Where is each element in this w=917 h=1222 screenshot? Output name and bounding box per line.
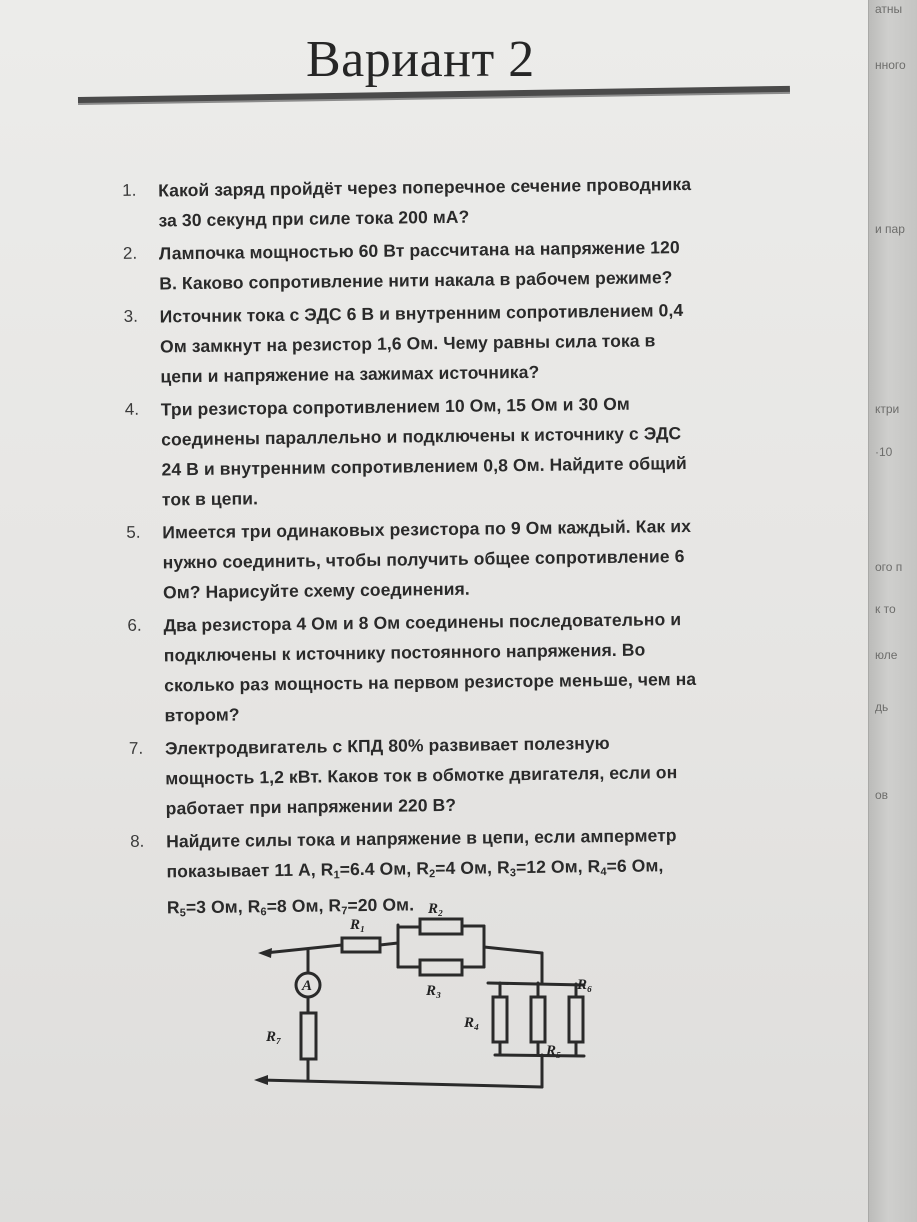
task-number: 6. xyxy=(127,615,142,635)
r2-label: R₂ xyxy=(428,901,444,917)
r4-label: R₄ xyxy=(464,1015,480,1031)
task-list xyxy=(114,167,823,931)
resistor-r6 xyxy=(569,997,583,1042)
resistor-r1 xyxy=(342,938,380,952)
ammeter-label: A xyxy=(302,978,313,994)
edge-fragment: дь xyxy=(875,700,889,714)
edge-fragment: нного xyxy=(875,58,906,72)
task-number: 4. xyxy=(124,399,140,419)
task-number: 8. xyxy=(130,831,145,851)
edge-fragment: атны xyxy=(875,2,903,16)
edge-fragment: ого п xyxy=(875,560,903,574)
task-text: Лампочка мощностью 60 Вт рассчитана на напряжение 120 В. Каково сопротивление нити накала в рабочем режиме? xyxy=(158,237,680,294)
bottom-wire xyxy=(260,1080,542,1087)
task-text: Три резистора сопротивлением 10 Ом, 15 Ом и 30 Ом соединены параллельно и подключены к источнику с ЭДС 24 В и внутренним сопротивлением 0,8 Ом. Найдите общий ток в цепи. xyxy=(160,393,687,510)
task-text: Два резистора 4 Ом и 8 Ом соединены последовательно и подключены к источнику постоянного напряжения. Во сколько раз мощность на первом резисторе меньше, чем на втором? xyxy=(163,609,697,726)
resistor-r7 xyxy=(301,1013,316,1059)
task8-line-3: $R_5=3$ Ом, $R_6=8$ Ом, $R_7=20$ Ом. xyxy=(166,894,415,920)
resistor-r4 xyxy=(493,997,507,1042)
task-item xyxy=(114,167,815,236)
underlying-page-edge xyxy=(868,0,917,1222)
task-item xyxy=(115,230,816,299)
task-item xyxy=(117,386,818,515)
page-title: Вариант 2 xyxy=(306,31,535,88)
task-number: 5. xyxy=(126,522,141,542)
edge-fragment: юле xyxy=(875,648,898,662)
task-number: 3. xyxy=(123,306,139,326)
task8-line-2: показывает 11 А, $R_1=6.4$ Ом, $R_2=4$ Ом, $R_3=12$ Ом, $R_4=6$ Ом, xyxy=(166,855,664,882)
resistor-r5 xyxy=(531,997,545,1042)
edge-fragment: и пар xyxy=(875,222,905,236)
resistor-r2 xyxy=(420,919,462,934)
resistor-r3 xyxy=(420,960,462,975)
task-item xyxy=(119,602,820,731)
task-number: 1. xyxy=(122,180,137,200)
task-number: 7. xyxy=(128,738,144,758)
edge-fragment: ·10 xyxy=(875,445,893,459)
r6-label: R₆ xyxy=(577,977,593,993)
top-wire-left xyxy=(265,945,342,953)
r5-label: R₅ xyxy=(546,1043,562,1059)
task-item xyxy=(118,509,819,608)
task8-line-1: Найдите силы тока и напряжение в цепи, если амперметр xyxy=(166,825,677,852)
task-item xyxy=(121,725,822,824)
r7-label: R₇ xyxy=(266,1029,282,1045)
task-item xyxy=(116,293,817,392)
edge-fragment: ов xyxy=(875,788,889,802)
task-text: Электродвигатель с КПД 80% развивает полезную мощность 1,2 кВт. Каков ток в обмотке двигателя, если он работает при напряжении 220 В? xyxy=(164,732,678,819)
edge-fragment: ктри xyxy=(875,402,900,416)
circuit-diagram xyxy=(250,895,620,1095)
edge-fragment: к то xyxy=(875,602,896,616)
task-number: 2. xyxy=(122,243,138,263)
task-text: Имеется три одинаковых резистора по 9 Ом каждый. Как их нужно соединить, чтобы получить общее сопротивление 6 Ом? Нарисуйте схему соединения. xyxy=(162,515,692,603)
r3-label: R₃ xyxy=(426,983,442,999)
task-text: Какой заряд пройдёт через поперечное сечение проводника за 30 секунд при силе тока 200 мА? xyxy=(158,173,692,231)
r1-label: R₁ xyxy=(350,917,366,933)
task-text: Источник тока с ЭДС 6 В и внутренним сопротивлением 0,4 Ом замкнут на резистор 1,6 Ом. Чему равны сила тока в цепи и напряжение на зажимах источника? xyxy=(159,300,684,387)
